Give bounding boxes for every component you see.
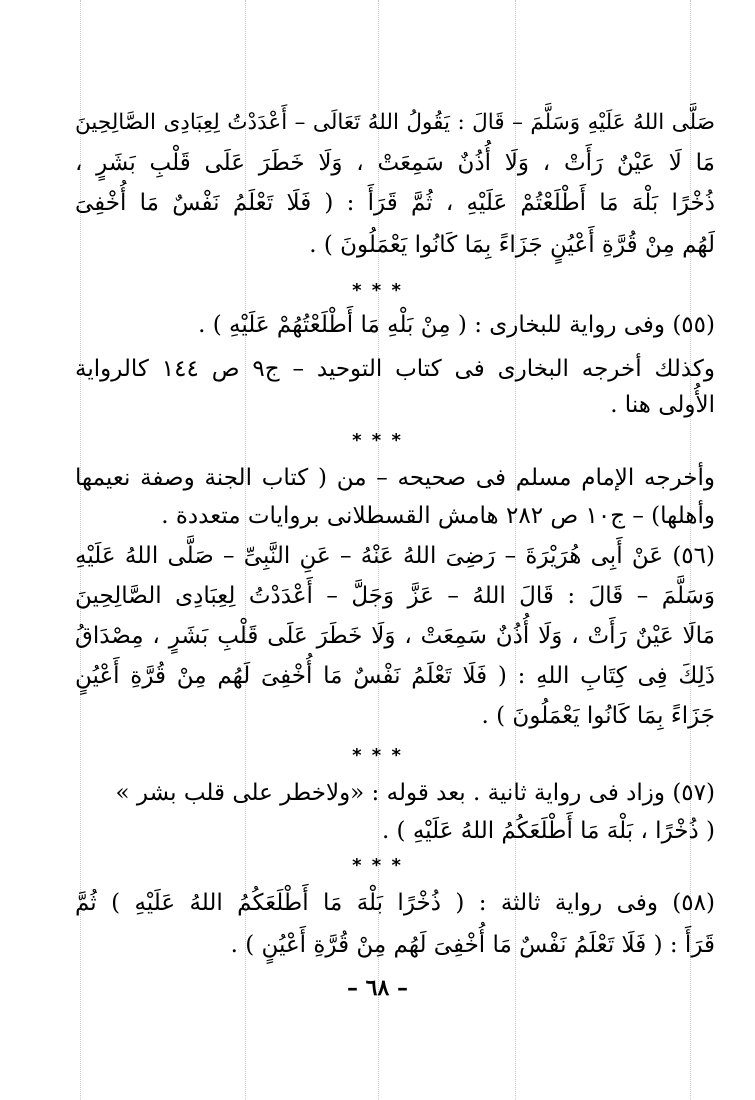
hadith-paragraph-56 — [75, 538, 715, 738]
text-line: (٥٨) وفى رواية ثالثة : ( ذُخْرًا بَلْهَ مَا أَطْلَعَكُمُ اللهُ عَلَيْهِ ) ثُمَّ — [75, 890, 715, 916]
hadith-paragraph-1 — [75, 105, 715, 265]
text-line: وأخرجه الإمام مسلم فى صحيحه – من ( كتاب الجنة وصفة نعيمها — [75, 465, 715, 491]
text-line: لَهُم مِنْ قُرَّةِ أَعْيُنٍ جَزَاءً بِمَا كَانُوا يَعْمَلُونَ ) . — [309, 232, 715, 258]
reference-paragraph — [75, 460, 715, 540]
hadith-paragraph-58 — [75, 885, 715, 965]
text-line: ذَلِكَ فِى كِتَابِ اللهِ : ( فَلَا تَعْلَمُ نَفْسٌ مَا أُخْفِىَ لَهُم مِنْ قُرَّةِ أَعْيُنٍ — [75, 663, 715, 689]
text-line: الأُولى هنا . — [610, 392, 715, 418]
section-separator: * * * — [352, 855, 403, 876]
page-number: – ٦٨ – — [347, 975, 408, 1001]
section-separator: * * * — [352, 430, 403, 451]
text-line: صَلَّى اللهُ عَلَيْهِ وَسَلَّمَ – قَالَ : يَقُولُ اللهُ تَعَالَى – أَعْدَدْتُ لِعِبَادِى الصَّالِحِينَ — [75, 110, 715, 135]
text-line: ذُخْرًا بَلْهَ مَا أَطْلَعْتُمْ عَلَيْهِ ، ثُمَّ قَرَأَ : ( فَلَا تَعْلَمُ نَفْسٌ مَا أُخْفِىَ — [75, 190, 715, 216]
text-line: (٥٦) عَنْ أَبِى هُرَيْرَةَ – رَضِىَ اللهُ عَنْهُ – عَنِ النَّبِىِّ – صَلَّى اللهُ عَلَيْهِ — [75, 543, 715, 569]
text-line: (٥٥) وفى رواية للبخارى : ( مِنْ بَلْهِ مَا أَطْلَعْتُهُمْ عَلَيْهِ ) . — [198, 312, 715, 338]
text-line: قَرَأَ : ( فَلَا تَعْلَمُ نَفْسٌ مَا أُخْفِىَ لَهُم مِنْ قُرَّةِ أَعْيُنٍ ) . — [230, 932, 715, 958]
text-line: جَزَاءً بِمَا كَانُوا يَعْمَلُونَ ) . — [481, 703, 715, 729]
text-line: ( ذُخْرًا ، بَلْهَ مَا أَطْلَعَكُمُ اللهُ عَلَيْهِ ) . — [381, 818, 715, 844]
text-line: مَالَا عَيْنٌ رَأَتْ ، وَلَا أُذُنٌ سَمِعَتْ ، وَلَا خَطَرَ عَلَى قَلْبِ بَشَرٍ ، مِصْدَاقُ — [75, 623, 715, 649]
section-separator: * * * — [352, 745, 403, 766]
hadith-paragraph-57 — [75, 775, 715, 855]
text-line: وأهلها) – ج١٠ ص ٢٨٢ هامش القسطلانى بروايات متعددة . — [161, 503, 715, 529]
text-line: مَا لَا عَيْنٌ رَأَتْ ، وَلَا أُذُنٌ سَمِعَتْ ، وَلَا خَطَرَ عَلَى قَلْبِ بَشَرٍ ، — [75, 150, 715, 176]
text-line: (٥٧) وزاد فى رواية ثانية . بعد قوله : «ولاخطر على قلب بشر » — [115, 780, 715, 806]
text-line: وَسَلَّمَ – قَالَ : قَالَ اللهُ – عَزَّ وَجَلَّ – أَعْدَدْتُ لِعِبَادِى الصَّالِحِينَ — [75, 583, 715, 609]
section-separator: * * * — [352, 280, 403, 301]
hadith-paragraph-55 — [75, 307, 715, 417]
text-line: وكذلك أخرجه البخارى فى كتاب التوحيد – ج٩ ص ١٤٤ كالرواية — [75, 356, 715, 382]
